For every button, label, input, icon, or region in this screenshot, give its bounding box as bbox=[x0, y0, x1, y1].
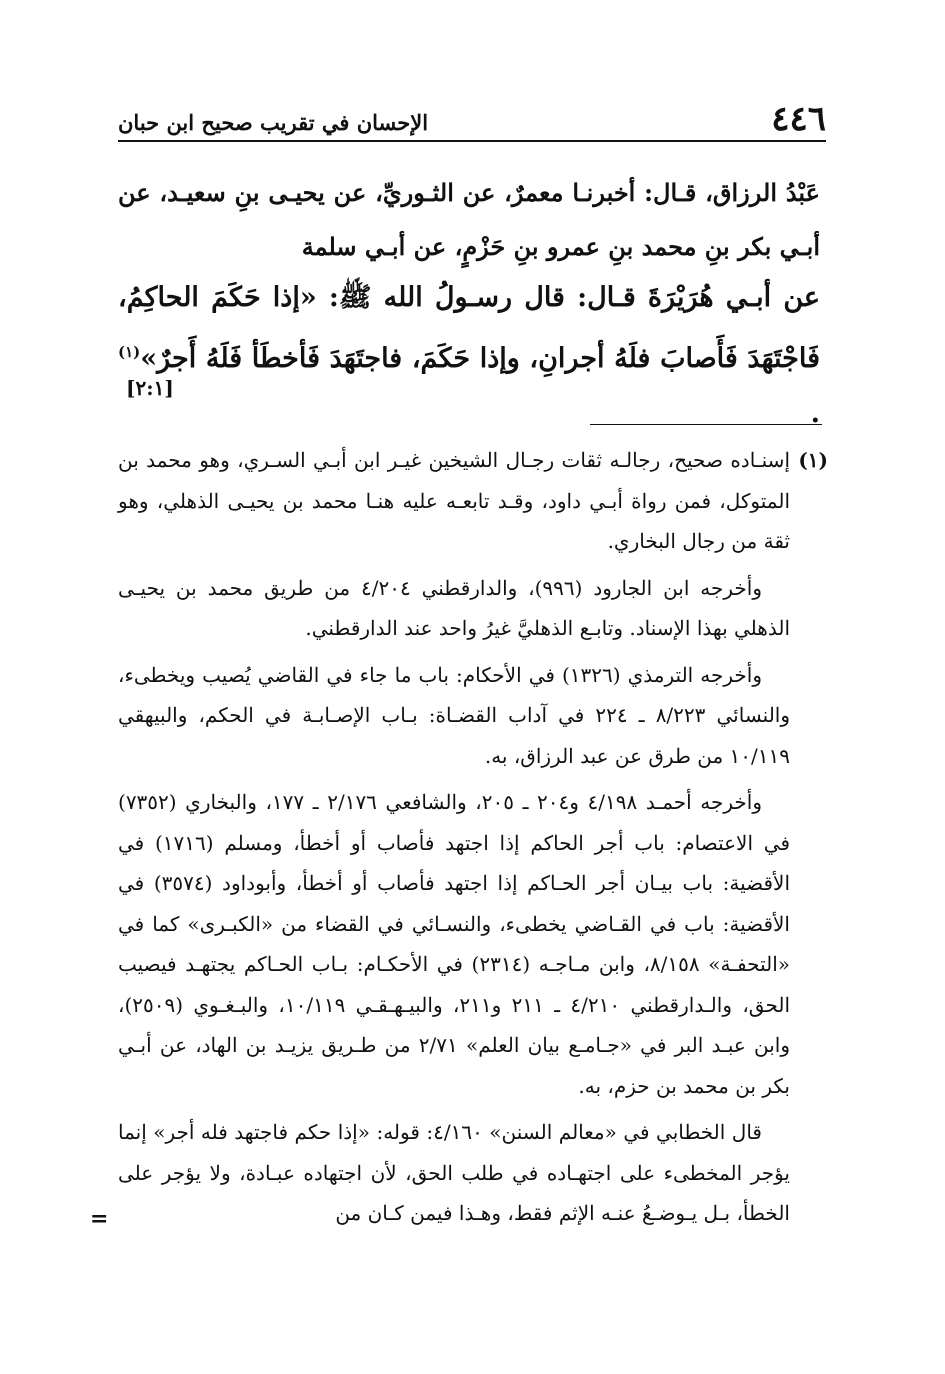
page-number: ٤٤٦ bbox=[771, 99, 826, 139]
hadith-matn-text: عن أبـي هُرَيْرَةَ قـال: قال رسـولُ الله ﷺ: «إذا حَكَمَ الحاكِمُ، فَاجْتَهَدَ فَأَصابَ فلَهُ أجرانِ، وإذا حَكَمَ، فاجتَهَدَ فَأخطَأ فَلَهُ أَجرٌ» bbox=[118, 282, 820, 374]
footnote-rule bbox=[590, 424, 822, 425]
footnote-paragraph: وأخرجه الترمذي (١٣٢٦) في الأحكام: باب ما جاء في القاضي يُصيب ويخطىء، والنسائي ٨/٢٢٣ ـ ٢٢٤ في آداب القضـاة: بـاب الإصـابـة في الحكم، والبيهقي ١٠/١١٩ من طرق عن عبد الرزاق، به. bbox=[118, 662, 791, 768]
hadith-isnad: عَبْدُ الرزاق، قـال: أخبرنـا معمرٌ، عن الثـوريِّ، عن يحيـى بنِ سعيـد، عن أبـي بكر بنِ محمد بنِ عمرو بنِ حَزْمٍ، عن أبـي سلمة bbox=[118, 178, 820, 261]
footnote-number: (١) bbox=[798, 448, 828, 472]
hadith-matn bbox=[118, 270, 820, 441]
continuation-mark: = bbox=[90, 1206, 109, 1232]
hadith-reference: [٢:١] bbox=[126, 376, 174, 400]
header-rule bbox=[118, 140, 826, 142]
footnotes bbox=[118, 440, 828, 1240]
page-header bbox=[118, 92, 826, 139]
matn-end: . bbox=[810, 398, 820, 429]
running-title: الإحسان في تقريب صحيح ابن حبان bbox=[118, 110, 429, 135]
footnote-paragraph: قال الخطابي في «معالم السنن» ٤/١٦٠: قوله: «إذا حكم فاجتهد فله أجر» إنما يؤجر المخطىء على اجتهـاده في طلب الحق، لأن اجتهاده عبـادة، ولا يؤجر على الخطأ، بـل يـوضـعُ عنـه الإثم فقط، وهـذا فيمن كـان من bbox=[118, 1120, 790, 1225]
footnote-paragraph: وأخرجه ابن الجارود (٩٩٦)، والدارقطني ٤/٢٠٤ من طريق محمد بن يحيـى الذهلي بهذا الإسناد. وتابـع الذهليَّ غيرُ واحد عند الدارقطني. bbox=[118, 575, 790, 640]
footnote-paragraph: وأخرجه أحمـد ٤/١٩٨ و٢٠٤ ـ ٢٠٥، والشافعي ٢/١٧٦ ـ ١٧٧، والبخاري (٧٣٥٢) في الاعتصام: باب أجر الحاكم إذا اجتهد فأصاب أو أخطأ، ومسلم (١٧١٦) في الأقضية: باب بيـان أجر الحـاكم إذا اجتهد فأصاب أو أخطأ، وأبوداود (٣٥٧٤) في الأقضية: باب في القـاضي يخطىء، والنسـائي في القضاء من «الكبـرى» كما في «التحفـة» ٨/١٥٨، وابن مـاجـه (٢٣١٤) في الأحكـام: بـاب الحـاكم يجتهـد فيصيب الحق، والـدارقطني ٤/٢١٠ ـ ٢١١ و٢١١، والبيـهـقـي ١٠/١١٩، والبـغـوي (٢٥٠٩)، وابن عبـد البر في «جـامـع بيان العلم» ٢/٧١ من طـريق يزيـد بن الهاد، عن أبـي بكر بن محمد بن حزم، به. bbox=[118, 790, 791, 1098]
footnote-body bbox=[118, 440, 790, 1240]
footnote-item bbox=[118, 440, 828, 1240]
footnote-marker: (١) bbox=[118, 343, 141, 361]
footnote-paragraph: إسنـاده صحيح، رجالـه ثقات رجـال الشيخين غيـر ابن أبـي السـري، وهو محمد بن المتوكل، فمن رواة أبـي داود، وقـد تابعـه عليه هنـا محمد بن يحيـى الذهلي، وهو ثقة من رجال البخاري. bbox=[118, 448, 790, 553]
